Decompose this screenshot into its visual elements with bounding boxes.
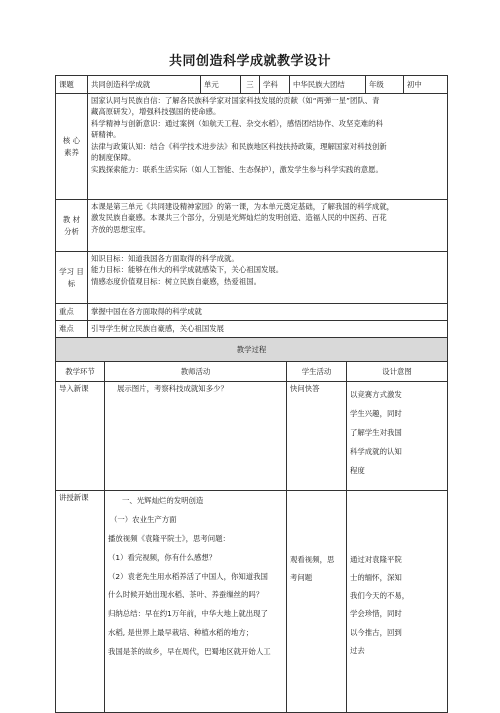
unit-value: 三 — [241, 76, 260, 94]
col-student: 学生活动 — [287, 362, 347, 382]
core-label: 核 心 素养 — [56, 94, 88, 200]
lesson-teacher: 一、光辉灿烂的发明创造 （一）农业生产方面 播放视频《袁隆平院士》，思考问题： （1）看完视频，你有什么感想？ （2）袁老先生用水稻养活了中国人，你知道我国 什么时候开始出现水稻、茶叶、养蚕缫丝的吗？ 归纳总结：早在约1万年前，中华大地上就出现了 水稻, 是世界上最早栽培、种植水稻的地方； 我国是茶的故乡，早在周代，巴蜀地区就开始人工 — [105, 491, 287, 713]
core-content: 国家认同与民族自信：了解各民族科学家对国家科技发展的贡献（如“两弹一星”团队、青 藏高原研发），增强科技强国的使命感。 科学精神与创新意识：通过案例（如航天工程、杂交水稻），感悟团结协作、攻坚克难的科 研精神。 法律与政策认知：结合《科学技术进步法》和民族地区科技扶持政策，理解国家对科技创新 的制度保障。 实践探索能力：联系生活实际（如人工智能、生态保护），激发学生参与科学实践的意愿。 — [88, 94, 448, 200]
difficulty-label: 难点 — [56, 321, 88, 338]
lesson-student: 观看视频，思 考问题 — [287, 491, 347, 713]
subject-label: 学科 — [260, 76, 290, 94]
goals-content: 知识目标：知道我国各方面取得的科学成就。 能力目标：能够在伟大的科学成就感染下，关心祖国发展。 情感态度价值观目标：树立民族自豪感，热爱祖国。 — [88, 252, 448, 304]
topic-label: 课题 — [56, 76, 88, 94]
goals-label: 学习 目标 — [56, 252, 88, 304]
intro-teacher: 展示图片，考察科技成就知多少？ — [105, 382, 287, 491]
analysis-label: 教 材 分析 — [56, 200, 88, 252]
grade-label: 年级 — [366, 76, 404, 94]
analysis-content: 本课是第三单元《共同建设精神家园》的第一课，为本单元奠定基础，了解我国的科学成就， 激发民族自豪感。本课共三个部分，分别是光辉灿烂的发明创造、造福人民的中医药、百花 齐放的思想宝库。 — [88, 200, 448, 252]
process-heading: 教学过程 — [56, 338, 448, 362]
intro-student: 快问快答 — [287, 382, 347, 491]
topic-value: 共同创造科学成就 — [88, 76, 201, 94]
col-stage: 教学环节 — [56, 362, 105, 382]
unit-label: 单元 — [201, 76, 241, 94]
lesson-stage: 讲授新课 — [56, 491, 105, 713]
grade-value: 初中 — [404, 76, 448, 94]
col-intent: 设计意图 — [347, 362, 448, 382]
col-teacher: 教师活动 — [105, 362, 287, 382]
difficulty-value: 引导学生树立民族自豪感，关心祖国发展 — [88, 321, 448, 338]
key-value: 掌握中国在各方面取得的科学成就 — [88, 304, 448, 321]
info-table — [55, 75, 448, 338]
intro-intent: 以竞赛方式激发 学生兴趣，同时 了解学生对我国 科学成就的认知 程度 — [347, 382, 448, 491]
process-table — [55, 337, 448, 713]
page-title: 共同创造科学成就教学设计 — [168, 54, 331, 69]
subject-value: 中华民族大团结 — [290, 76, 366, 94]
intro-stage: 导入新课 — [56, 382, 105, 491]
key-label: 重点 — [56, 304, 88, 321]
lesson-intent: 通过对袁隆平院 士的缅怀，深知 我们今天的不易， 学会珍惜，同时 以今推古，回到 过去 — [347, 491, 448, 713]
